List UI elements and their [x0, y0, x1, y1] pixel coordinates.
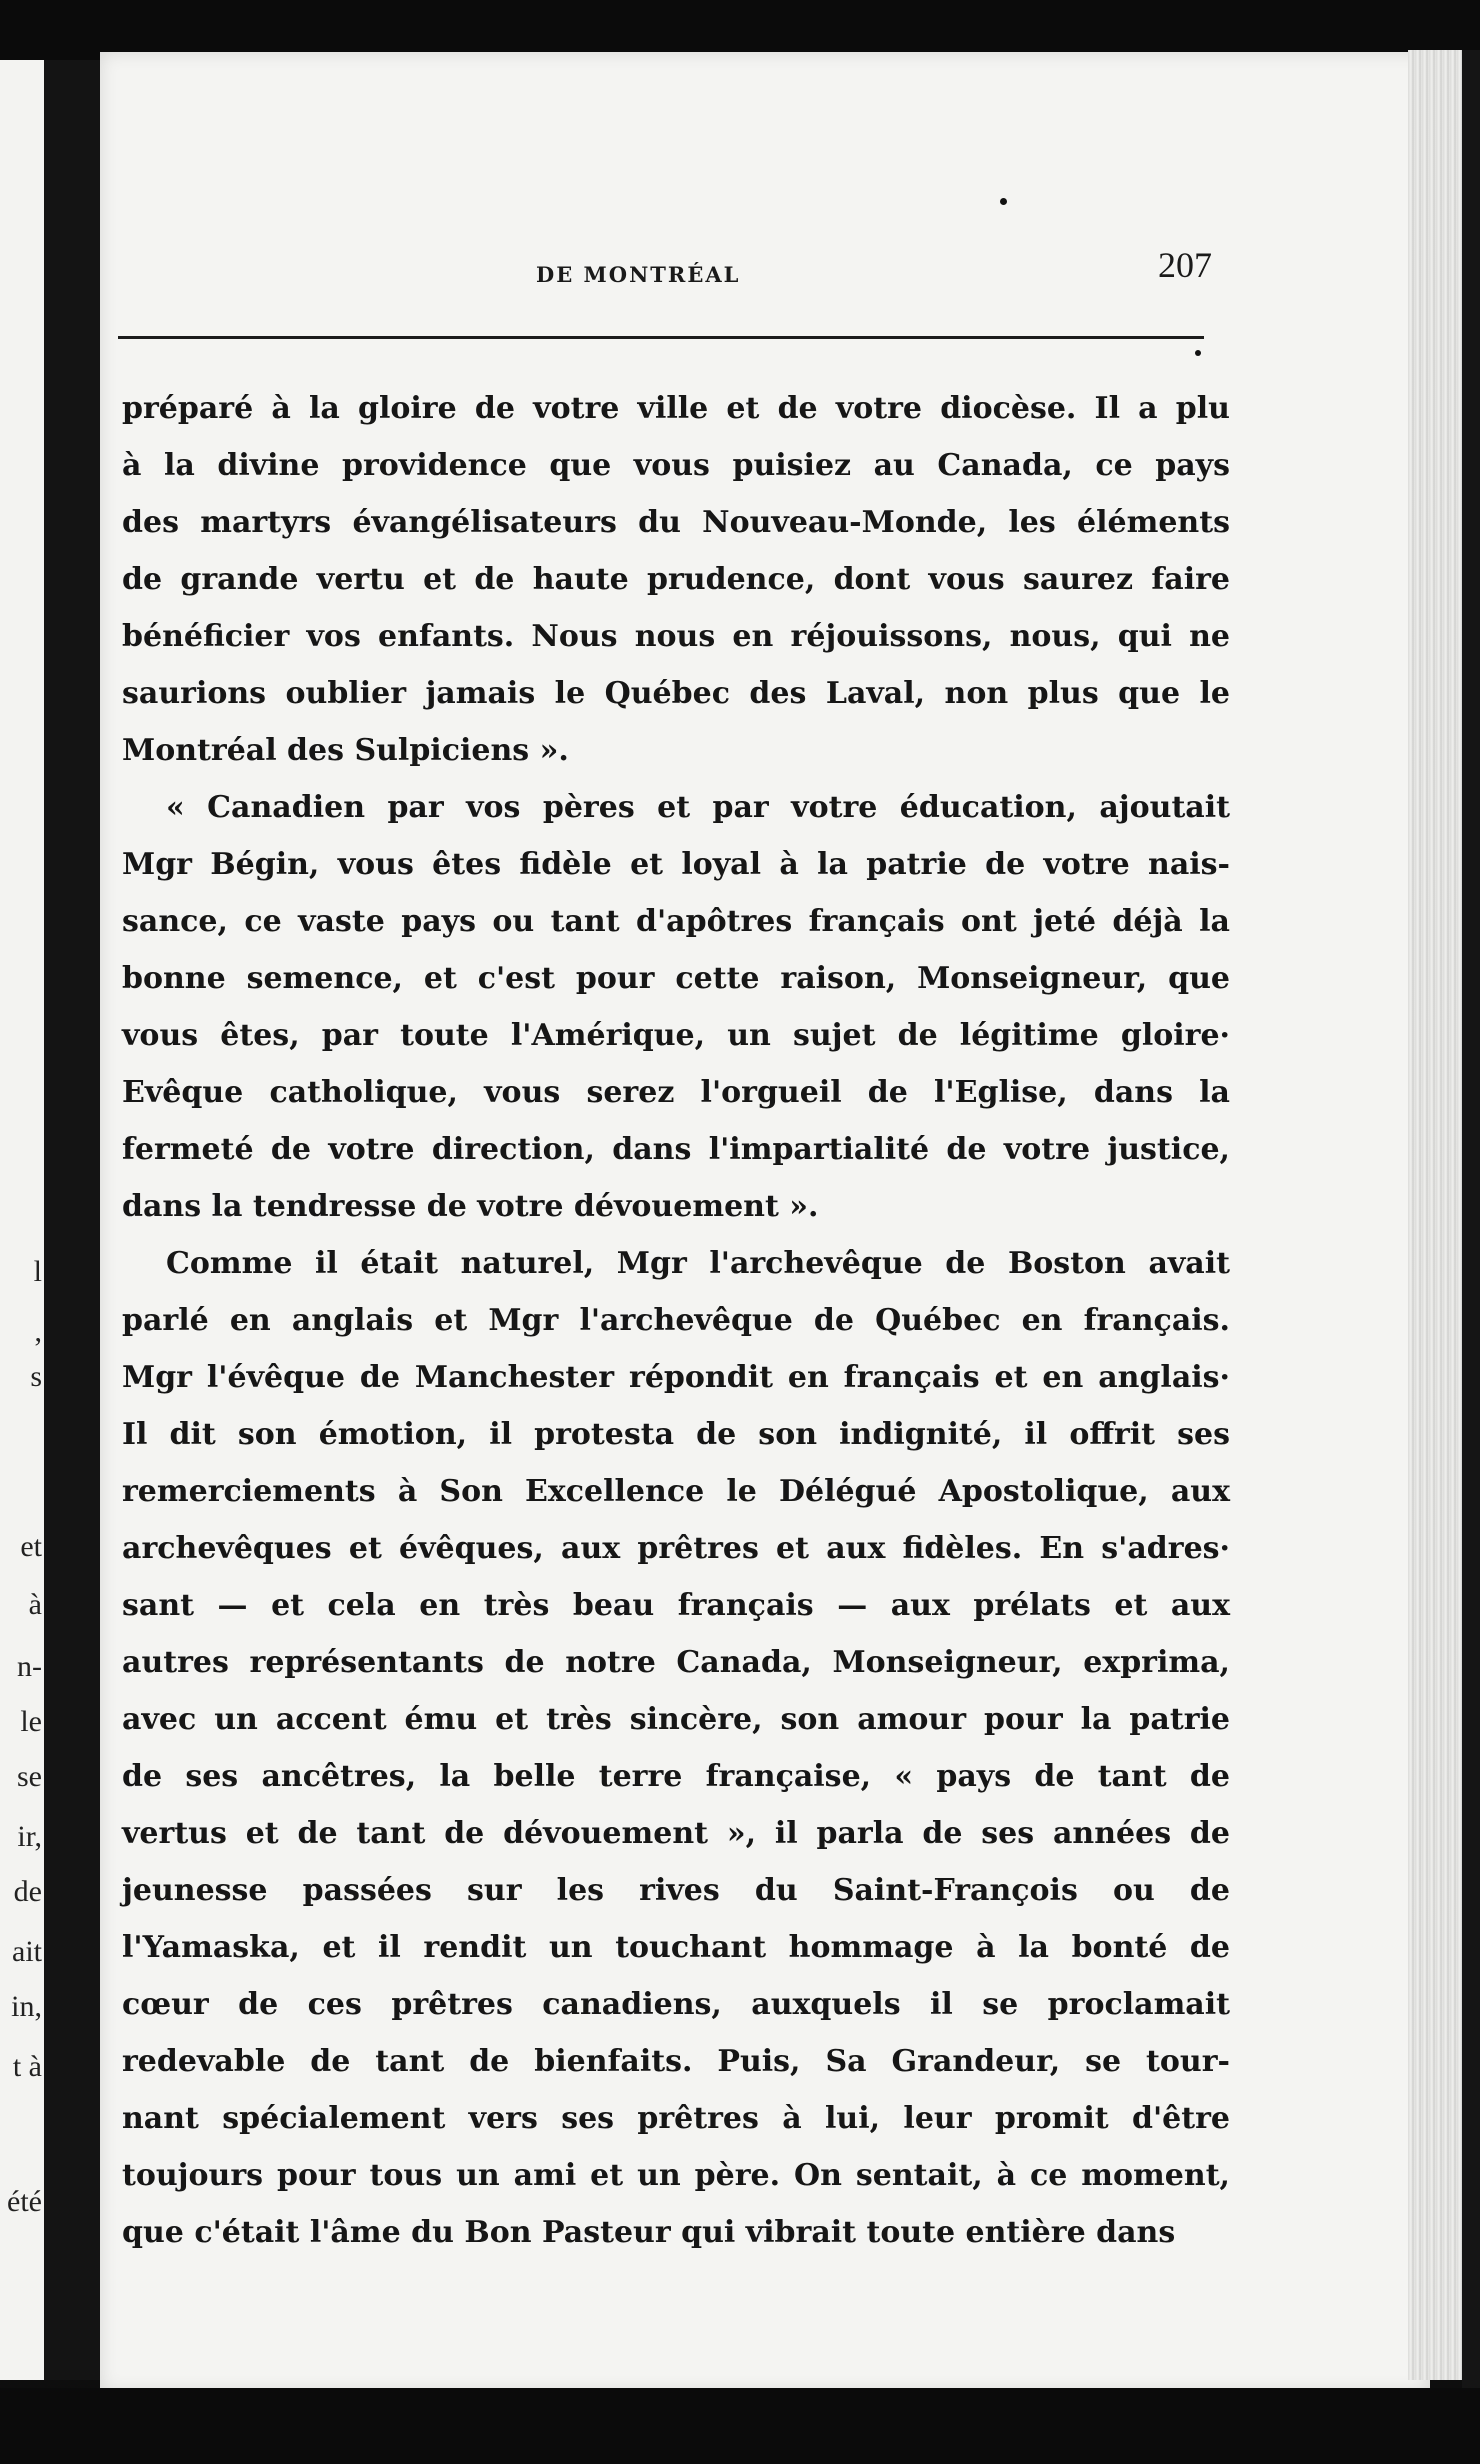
text-line: à la divine providence que vous puisiez au Canada, ce pays	[122, 448, 1230, 483]
left-fragment: n-	[17, 1650, 42, 1683]
left-fragment: de	[13, 1875, 42, 1908]
left-fragment: à	[28, 1588, 42, 1621]
left-fragment: se	[17, 1760, 42, 1793]
left-fragment: le	[20, 1705, 42, 1738]
text-line: autres représentants de notre Canada, Monseigneur, exprima,	[122, 1645, 1230, 1680]
text-line: « Canadien par vos pères et par votre éducation, ajoutait	[166, 790, 1230, 825]
text-line: Comme il était naturel, Mgr l'archevêque de Boston avait	[166, 1246, 1230, 1281]
text-line: Mgr l'évêque de Manchester répondit en français et en anglais·	[122, 1360, 1230, 1395]
text-line: sant — et cela en très beau français — aux prélats et aux	[122, 1588, 1230, 1623]
left-fragment: s	[30, 1360, 42, 1393]
page-edges	[1408, 50, 1468, 2380]
text-line: remerciements à Son Excellence le Délégué Apostolique, aux	[122, 1474, 1230, 1509]
text-line: redevable de tant de bienfaits. Puis, Sa Grandeur, se tour-	[122, 2044, 1230, 2079]
left-fragment: et	[20, 1530, 42, 1563]
text-line: toujours pour tous un ami et un père. On sentait, à ce moment,	[122, 2158, 1230, 2193]
running-header: DE MONTRÉAL	[536, 262, 741, 287]
text-line: de grande vertu et de haute prudence, dont vous saurez faire	[122, 562, 1230, 597]
text-line: vertus et de tant de dévouement », il parla de ses années de	[122, 1816, 1230, 1851]
left-fragment: ,	[34, 1315, 42, 1348]
text-line: l'Yamaska, et il rendit un touchant hommage à la bonté de	[122, 1930, 1230, 1965]
ink-speck	[1000, 198, 1007, 205]
text-line: bénéficier vos enfants. Nous nous en réjouissons, nous, qui ne	[122, 619, 1230, 654]
text-line: fermeté de votre direction, dans l'impartialité de votre justice,	[122, 1132, 1230, 1167]
left-fragment: t à	[12, 2050, 42, 2083]
text-line: avec un accent ému et très sincère, son amour pour la patrie	[122, 1702, 1230, 1737]
text-line: Evêque catholique, vous serez l'orgueil de l'Eglise, dans la	[122, 1075, 1230, 1110]
text-line: archevêques et évêques, aux prêtres et aux fidèles. En s'adres·	[122, 1531, 1230, 1566]
left-page-fragment	[0, 60, 44, 2380]
ink-speck	[1195, 350, 1201, 356]
body-text	[122, 380, 1230, 2261]
left-fragment: in,	[11, 1990, 42, 2023]
text-line: bonne semence, et c'est pour cette raison, Monseigneur, que	[122, 961, 1230, 996]
scan-border-top	[0, 0, 1480, 60]
text-line: sance, ce vaste pays ou tant d'apôtres français ont jeté déjà la	[122, 904, 1230, 939]
text-line: des martyrs évangélisateurs du Nouveau-Monde, les éléments	[122, 505, 1230, 540]
paragraph	[122, 380, 1230, 779]
left-fragment: ir,	[17, 1820, 42, 1853]
text-line: vous êtes, par toute l'Amérique, un sujet de légitime gloire·	[122, 1018, 1230, 1053]
scan-border-bottom	[0, 2388, 1480, 2464]
page-number: 207	[1158, 245, 1212, 285]
left-fragment: ait	[12, 1935, 42, 1968]
text-line: préparé à la gloire de votre ville et de votre diocèse. Il a plu	[122, 391, 1230, 426]
left-fragment: l	[33, 1255, 42, 1288]
header-rule	[118, 336, 1204, 339]
text-line: Montréal des Sulpiciens ».	[122, 733, 569, 768]
text-line: de ses ancêtres, la belle terre française, « pays de tant de	[122, 1759, 1230, 1794]
text-line: nant spécialement vers ses prêtres à lui, leur promit d'être	[122, 2101, 1230, 2136]
scan-border-right	[1462, 50, 1480, 2390]
left-fragment: été	[7, 2185, 42, 2218]
paragraph	[122, 1235, 1230, 2261]
text-line: que c'était l'âme du Bon Pasteur qui vibrait toute entière dans	[122, 2215, 1176, 2250]
text-line: Mgr Bégin, vous êtes fidèle et loyal à la patrie de votre nais-	[122, 847, 1230, 882]
text-line: parlé en anglais et Mgr l'archevêque de Québec en français.	[122, 1303, 1230, 1338]
paragraph	[122, 779, 1230, 1235]
text-line: Il dit son émotion, il protesta de son indignité, il offrit ses	[122, 1417, 1230, 1452]
text-line: dans la tendresse de votre dévouement ».	[122, 1189, 819, 1224]
text-line: jeunesse passées sur les rives du Saint-François ou de	[122, 1873, 1230, 1908]
text-line: cœur de ces prêtres canadiens, auxquels il se proclamait	[122, 1987, 1230, 2022]
text-line: saurions oublier jamais le Québec des Laval, non plus que le	[122, 676, 1230, 711]
